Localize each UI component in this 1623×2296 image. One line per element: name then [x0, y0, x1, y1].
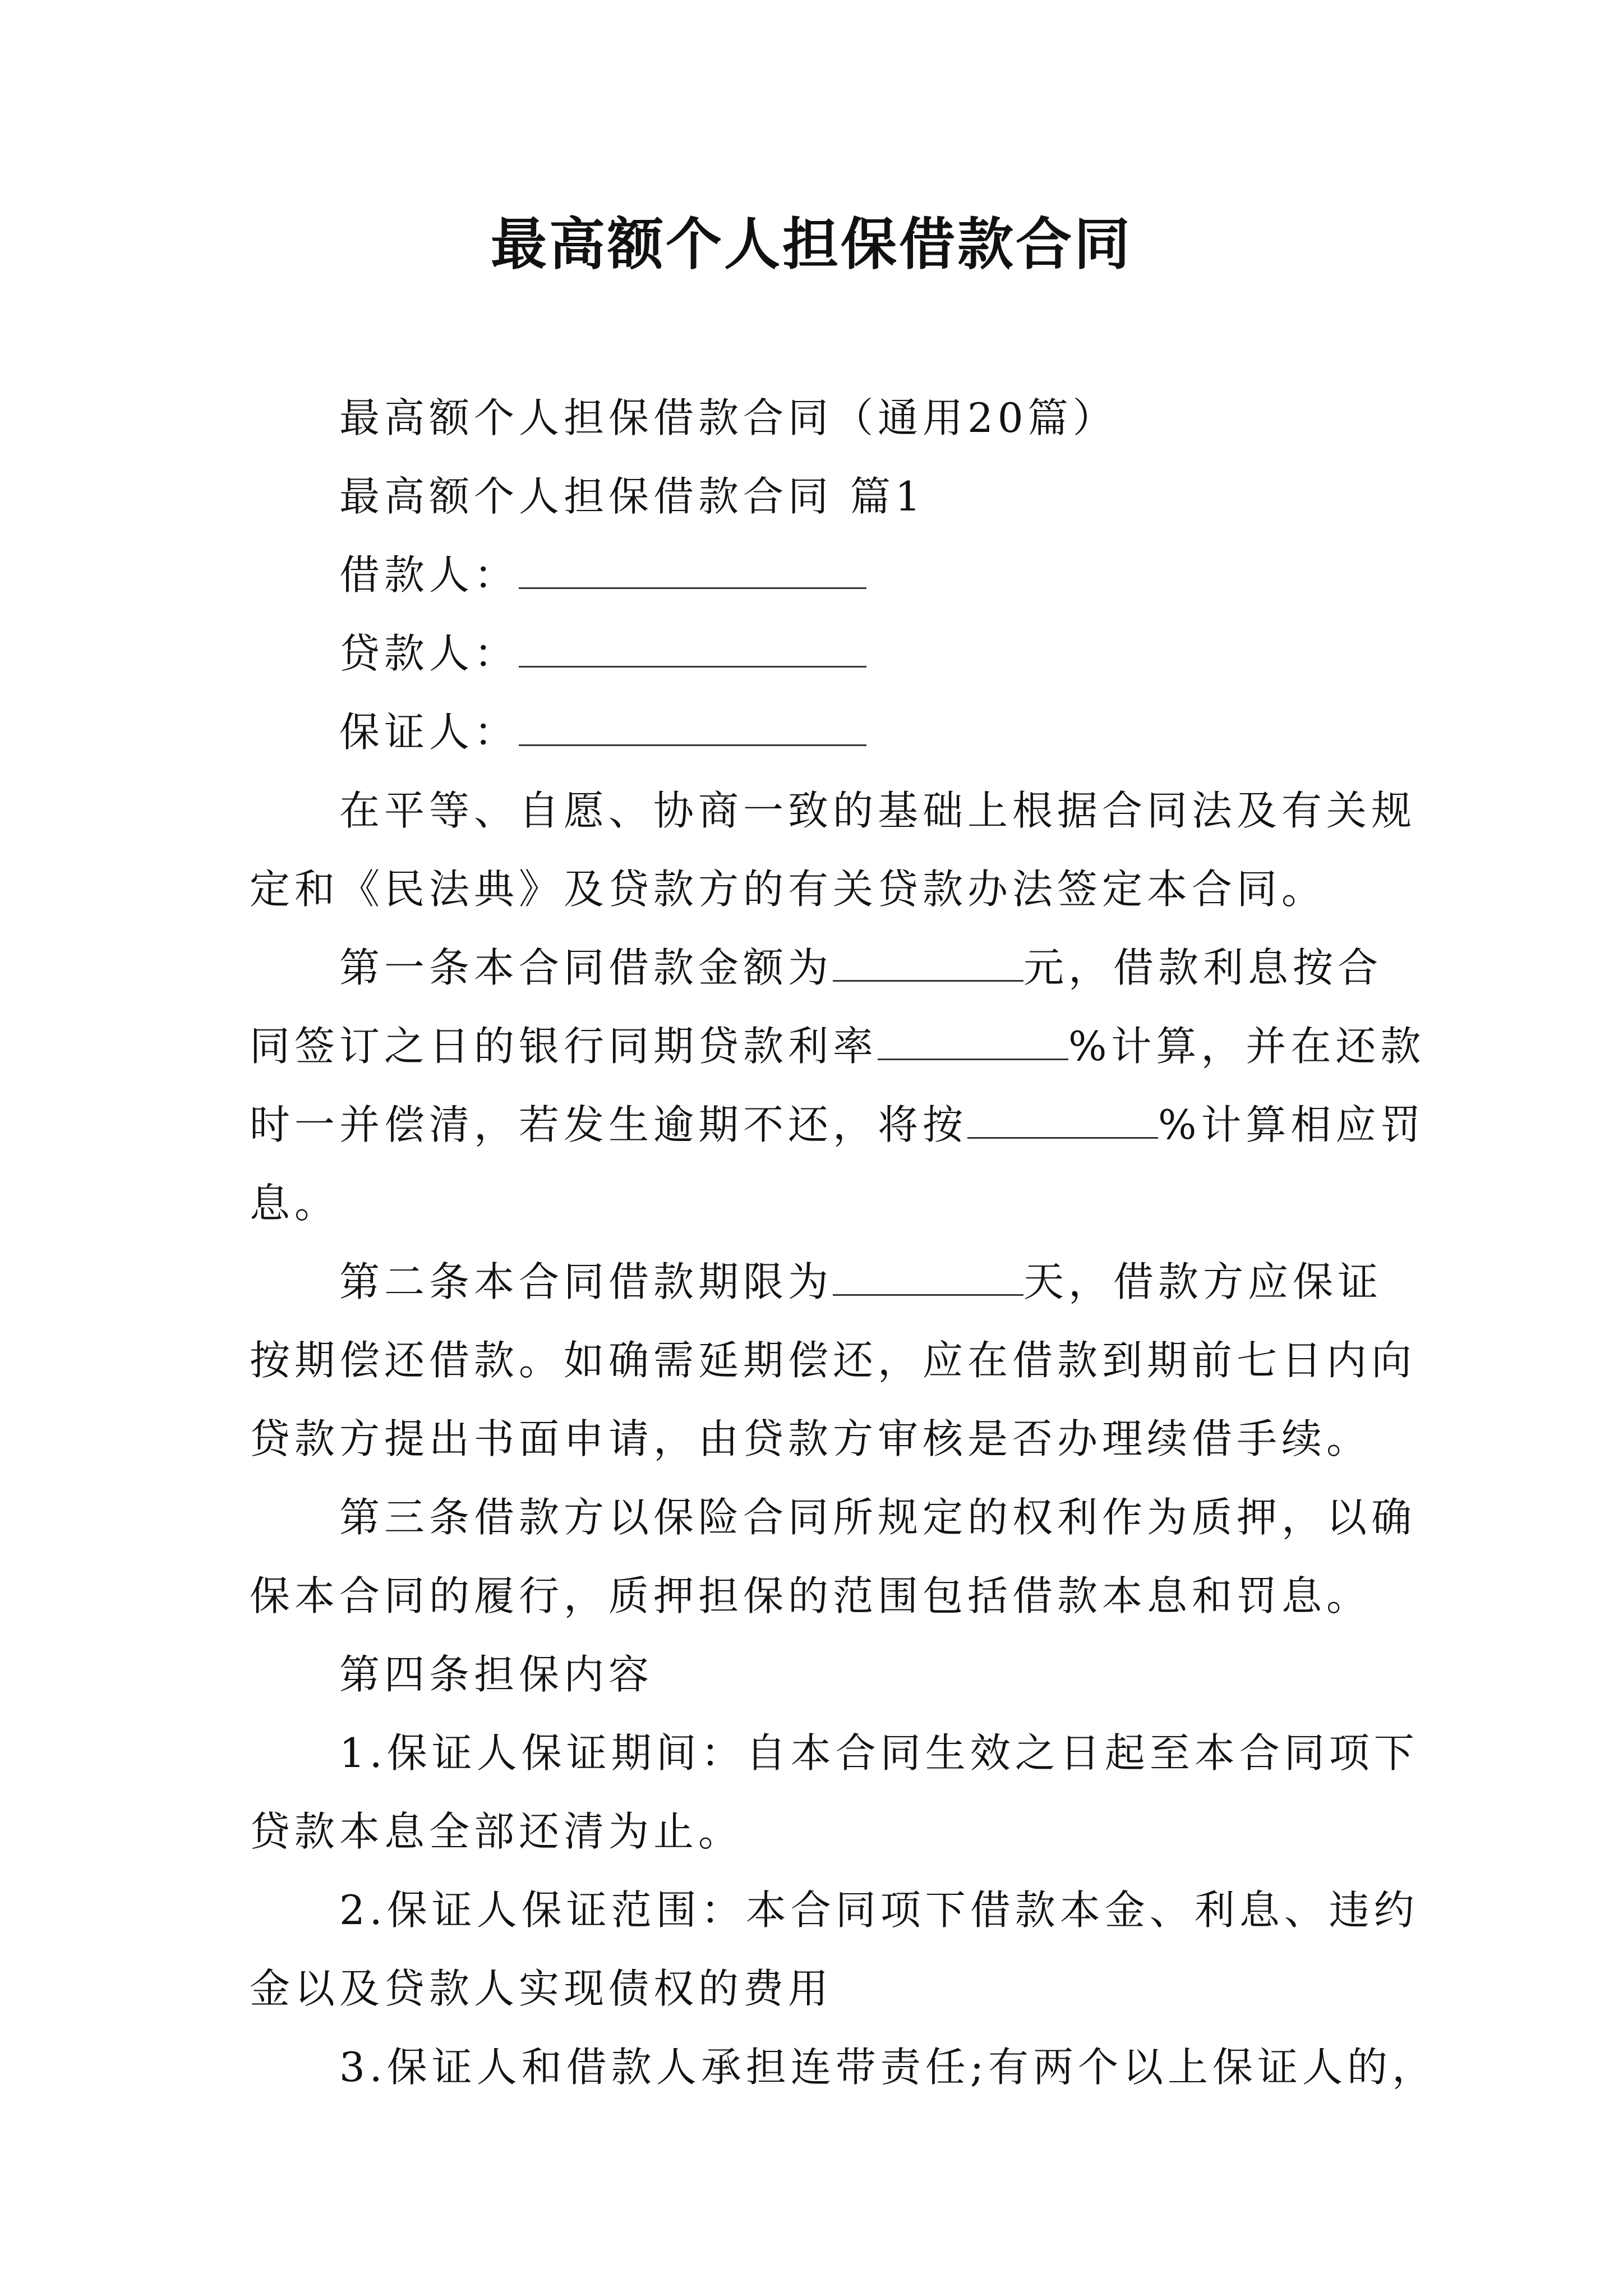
article-4-heading: 第四条担保内容 — [339, 1651, 654, 1698]
article-3-line: 第三条借款方以保险合同所规定的权利作为质押，以确 — [339, 1494, 1417, 1541]
article-2-line: 贷款方提出书面申请，由贷款方审核是否办理续借手续。 — [250, 1415, 1372, 1462]
interest-rate-blank — [878, 1025, 1068, 1060]
borrower-label: 借款人： — [339, 551, 519, 599]
clause-3-line: 3.保证人和借款人承担连带责任;有两个以上保证人的， — [339, 2044, 1437, 2091]
borrower-blank — [519, 554, 866, 589]
article-1-line: 第一条本合同借款金额为 元，借款利息按合 — [339, 944, 1383, 991]
article-2-line: 第二条本合同借款期限为 天，借款方应保证 — [339, 1258, 1383, 1305]
guarantor-blank — [519, 711, 866, 746]
document-title: 最高额个人担保借款合同 — [491, 211, 1132, 277]
term-blank — [833, 1260, 1023, 1296]
clause-2-line: 金以及贷款人实现债权的费用 — [250, 1965, 833, 2012]
paragraph-line: 定和《民法典》及贷款方的有关贷款办法签定本合同。 — [250, 866, 1327, 913]
article-2-line: 按期偿还借款。如确需延期偿还，应在借款到期前七日内向 — [250, 1337, 1417, 1384]
clause-1-line: 贷款本息全部还清为止。 — [250, 1808, 744, 1855]
article-1-line: 同签订之日的银行同期贷款利率 %计算，并在还款 — [250, 1023, 1426, 1070]
document-body — [250, 379, 1437, 2106]
borrower-line — [250, 536, 1394, 614]
subtitle-line: 最高额个人担保借款合同（通用20篇） — [339, 394, 1118, 441]
penalty-rate-blank — [967, 1103, 1158, 1139]
lender-blank — [519, 632, 866, 668]
article-1-line: 时一并偿清，若发生逾期不还，将按 %计算相应罚 — [250, 1101, 1426, 1148]
guarantor-label: 保证人： — [339, 708, 519, 756]
lender-line — [250, 614, 1394, 693]
lender-label: 贷款人： — [339, 630, 519, 677]
amount-blank — [833, 946, 1023, 982]
guarantor-line — [250, 693, 1394, 771]
clause-1-line: 1.保证人保证期间：自本合同生效之日起至本合同项下 — [339, 1729, 1419, 1777]
section-heading: 最高额个人担保借款合同 篇1 — [339, 473, 925, 520]
clause-2-line: 2.保证人保证范围：本合同项下借款本金、利息、违约 — [339, 1887, 1419, 1934]
article-1-line: 息。 — [250, 1180, 340, 1227]
article-3-line: 保本合同的履行，质押担保的范围包括借款本息和罚息。 — [250, 1572, 1372, 1619]
paragraph-line: 在平等、自愿、协商一致的基础上根据合同法及有关规 — [339, 787, 1417, 834]
